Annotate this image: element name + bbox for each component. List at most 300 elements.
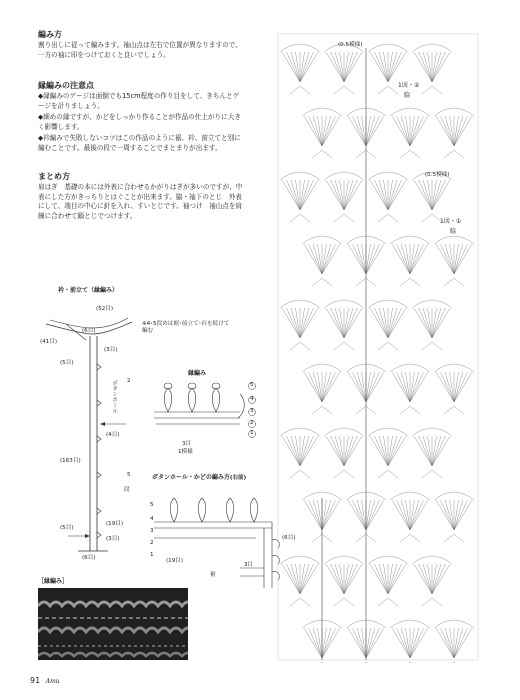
v-stitch — [378, 214, 398, 222]
fan-stitch — [375, 436, 389, 466]
fan-stitch — [454, 372, 468, 402]
edging-diagram-title: 縁編み — [188, 370, 207, 377]
fan-arc — [280, 300, 320, 308]
edging-row-2: 2 — [250, 420, 254, 426]
edging-note-1: ◆縁編みのゲージは面倒でも15cm程度の作り目をして、きちんとゲージを計りましょう。 — [38, 92, 240, 110]
fan-stitch — [432, 564, 441, 594]
edging-fan-2 — [188, 388, 196, 412]
fan-stitch — [379, 180, 388, 210]
fan-stitch — [335, 436, 344, 466]
fan-stitch — [432, 308, 441, 338]
fan-stitch — [366, 116, 380, 146]
fan-arc — [390, 620, 430, 628]
fan-stitch — [375, 564, 389, 594]
fan-stitch — [388, 564, 406, 594]
fan-arc — [368, 428, 408, 436]
fan-stitch — [388, 308, 397, 338]
v-stitch — [378, 598, 398, 606]
fan-stitch — [340, 308, 345, 338]
fan-stitch — [357, 500, 366, 530]
fan-stitch — [344, 564, 362, 594]
v-stitch — [334, 470, 354, 478]
fan-stitch — [432, 564, 437, 594]
fan-stitch — [322, 628, 340, 658]
fan-stitch — [454, 372, 472, 402]
fan-stitch — [392, 372, 410, 402]
fan-stitch — [366, 372, 380, 402]
fan-stitch — [322, 244, 331, 274]
fan-stitch — [322, 372, 327, 402]
fan-stitch — [287, 436, 301, 466]
bh-row-2: 2 — [150, 540, 154, 546]
fan-stitch — [454, 116, 472, 146]
fan-stitch — [388, 180, 397, 210]
fan-stitch — [331, 436, 345, 466]
fan-stitch — [366, 500, 384, 530]
v-stitch — [444, 150, 464, 158]
fan-stitch — [344, 308, 353, 338]
fan-stitch — [454, 628, 459, 658]
corner-fan-2 — [198, 498, 206, 522]
fan-stitch — [419, 436, 433, 466]
knitting-title: 編み方 — [38, 30, 62, 39]
fan-stitch — [388, 308, 406, 338]
fan-stitch — [454, 500, 463, 530]
fan-stitch — [300, 52, 305, 82]
fan-stitch — [282, 180, 300, 210]
fan-stitch — [366, 500, 375, 530]
fan-arc — [390, 108, 430, 116]
fan-stitch — [410, 116, 419, 146]
v-stitch — [400, 406, 420, 414]
fan-stitch — [335, 180, 344, 210]
fan-arc — [412, 428, 452, 436]
v-stitch — [444, 278, 464, 286]
fan-stitch — [450, 500, 455, 530]
fan-stitch — [357, 372, 366, 402]
fan-stitch — [388, 436, 402, 466]
fan-stitch — [450, 372, 455, 402]
fan-stitch — [291, 564, 300, 594]
fan-stitch — [410, 116, 415, 146]
edging-row-5: 5 — [250, 382, 254, 388]
v-stitch — [422, 470, 442, 478]
fan-stitch — [450, 116, 455, 146]
edging-note-3: ◆衿編みで失敗しないコツはこの作品のように裾、衿、前立てと別に編むことです。最後の段で一周することでまとまりが出ます。 — [38, 134, 241, 152]
fan-arc — [368, 556, 408, 564]
fan-stitch — [344, 52, 353, 82]
fan-arc — [390, 492, 430, 500]
fan-stitch — [401, 500, 410, 530]
fan-stitch — [300, 308, 314, 338]
fan-stitch — [370, 52, 388, 82]
fan-stitch — [388, 180, 402, 210]
fan-stitch — [322, 628, 331, 658]
fan-stitch — [357, 628, 366, 658]
fan-stitch — [353, 500, 367, 530]
fan-stitch — [344, 436, 362, 466]
fan-stitch — [410, 244, 424, 274]
buttonhole-label-hem: 裾 — [210, 572, 216, 578]
fan-stitch — [318, 500, 323, 530]
fan-stitch — [335, 308, 344, 338]
fan-stitch — [309, 116, 323, 146]
fan-stitch — [322, 500, 331, 530]
fan-stitch — [432, 564, 450, 594]
bh-row-4: 4 — [150, 516, 154, 522]
chart-label-sleeve-top: (0.5模様) — [338, 42, 363, 48]
corner-fan-4 — [250, 498, 258, 522]
fan-stitch — [428, 180, 433, 210]
fan-stitch — [322, 116, 327, 146]
collar-row2-num: 2 — [127, 378, 131, 384]
fan-stitch — [410, 628, 415, 658]
fan-stitch — [428, 52, 433, 82]
fan-stitch — [441, 372, 455, 402]
fan-stitch — [322, 628, 327, 658]
fan-stitch — [366, 244, 375, 274]
v-stitch — [334, 598, 354, 606]
fan-stitch — [291, 308, 300, 338]
fan-stitch — [348, 372, 366, 402]
fan-stitch — [370, 564, 388, 594]
fan-stitch — [454, 628, 472, 658]
fan-stitch — [304, 628, 322, 658]
fan-stitch — [375, 180, 389, 210]
fan-stitch — [397, 500, 411, 530]
fan-stitch — [445, 500, 454, 530]
fan-stitch — [326, 308, 344, 338]
fan-stitch — [379, 436, 388, 466]
fan-stitch — [344, 52, 358, 82]
fan-stitch — [366, 116, 375, 146]
fan-stitch — [432, 52, 441, 82]
v-stitch — [422, 214, 442, 222]
fan-stitch — [401, 628, 410, 658]
fan-stitch — [410, 372, 424, 402]
fan-stitch — [322, 500, 340, 530]
fan-stitch — [414, 564, 432, 594]
v-stitch — [444, 662, 464, 663]
buttonhole-label-three: 3目 — [244, 562, 254, 568]
fan-stitch — [410, 244, 428, 274]
buttonhole-diagram-title — [152, 474, 246, 482]
fan-stitch — [326, 564, 344, 594]
fan-stitch — [304, 500, 322, 530]
fan-stitch — [384, 180, 389, 210]
fan-stitch — [432, 180, 441, 210]
fan-stitch — [445, 628, 454, 658]
fan-stitch — [313, 628, 322, 658]
fan-stitch — [313, 244, 322, 274]
collar-diagram — [28, 296, 160, 566]
v-stitch — [290, 598, 310, 606]
collar-label-three-low: (3目) — [106, 536, 120, 542]
v-stitch — [290, 342, 310, 350]
fan-stitch — [410, 116, 428, 146]
bh-row-3: 3 — [150, 528, 154, 534]
fan-stitch — [309, 628, 323, 658]
bh-row-1: 1 — [150, 552, 154, 558]
collar-subtitle-text: （縁編み） — [88, 287, 119, 294]
collar-row-unit: 段 — [124, 487, 130, 493]
fan-stitch — [318, 116, 323, 146]
fan-stitch — [432, 564, 446, 594]
fan-stitch — [454, 500, 472, 530]
fan-stitch — [384, 308, 389, 338]
fan-stitch — [366, 628, 380, 658]
fan-stitch — [436, 500, 454, 530]
fan-stitch — [388, 180, 393, 210]
fan-stitch — [432, 436, 450, 466]
fan-arc — [280, 172, 320, 180]
v-stitch — [356, 662, 376, 663]
edging-row-1: 1 — [250, 430, 254, 436]
fan-stitch — [366, 372, 375, 402]
chart-label-fig2: 1図・② — [398, 82, 420, 89]
edging-note-2: ◆細めの縁ですが、かどをしっかり作ることが作品の仕上がりに大きく影響します。 — [38, 113, 241, 131]
edging-fan-3 — [212, 388, 220, 412]
fan-stitch — [344, 564, 353, 594]
fan-stitch — [432, 436, 441, 466]
fan-stitch — [287, 308, 301, 338]
v-stitch — [290, 470, 310, 478]
fan-stitch — [331, 180, 345, 210]
fan-stitch — [344, 180, 353, 210]
fan-stitch — [432, 308, 450, 338]
fan-stitch — [366, 244, 384, 274]
fan-arc — [390, 364, 430, 372]
fan-arc — [434, 492, 474, 500]
v-stitch — [444, 534, 464, 542]
fan-stitch — [322, 372, 336, 402]
fan-stitch — [322, 116, 340, 146]
bh-row-5: 5 — [150, 502, 154, 508]
fan-stitch — [304, 116, 322, 146]
fan-arc — [324, 428, 364, 436]
fan-stitch — [348, 116, 366, 146]
fan-stitch — [432, 436, 446, 466]
fan-stitch — [454, 116, 468, 146]
fan-arc — [368, 172, 408, 180]
fan-stitch — [282, 308, 300, 338]
v-stitch — [312, 662, 332, 663]
collar-row5-num: 5 — [127, 472, 131, 478]
fan-arc — [324, 556, 364, 564]
fan-stitch — [450, 628, 455, 658]
fan-arc — [280, 428, 320, 436]
fan-stitch — [388, 436, 397, 466]
fan-stitch — [432, 52, 446, 82]
corner-fan-1 — [170, 498, 178, 522]
fan-arc — [302, 364, 342, 372]
fan-stitch — [296, 52, 301, 82]
fan-stitch — [423, 180, 432, 210]
fan-stitch — [340, 436, 345, 466]
fan-stitch — [282, 436, 300, 466]
fan-stitch — [445, 244, 454, 274]
fan-stitch — [344, 180, 349, 210]
fan-stitch — [340, 52, 345, 82]
v-stitch — [290, 214, 310, 222]
fan-stitch — [300, 308, 318, 338]
fan-stitch — [388, 436, 406, 466]
fan-stitch — [322, 116, 331, 146]
fan-stitch — [379, 564, 388, 594]
fan-stitch — [406, 500, 411, 530]
fan-stitch — [436, 116, 454, 146]
fan-stitch — [344, 436, 353, 466]
fan-stitch — [366, 628, 384, 658]
fan-stitch — [322, 372, 340, 402]
finishing-body: 肩はぎ 基礎の本には外表に合わせるかがりはぎが多いのですが、中表にした方がきっちりとはぐことが出来ます。脇・袖下のとじ 外表にして、端目の中心に針を入れ、すいとじです。袖つけ 袖山点を肩線に合わせて鎖とじでつけます。 — [38, 183, 243, 220]
fan-stitch — [397, 628, 411, 658]
fan-stitch — [454, 116, 463, 146]
fan-stitch — [335, 52, 344, 82]
fan-stitch — [410, 372, 415, 402]
fan-stitch — [445, 372, 454, 402]
chart-label-fig2-sub: 脇 — [404, 92, 411, 99]
fan-stitch — [454, 372, 463, 402]
collar-label-big: (163目) — [60, 458, 81, 464]
fan-stitch — [410, 372, 419, 402]
fan-stitch — [445, 116, 454, 146]
fan-stitch — [344, 564, 349, 594]
fan-stitch — [410, 628, 428, 658]
fan-stitch — [318, 372, 323, 402]
v-stitch — [400, 278, 420, 286]
brand-name: Amu — [45, 678, 60, 685]
fan-stitch — [353, 116, 367, 146]
fan-stitch — [309, 244, 323, 274]
fan-stitch — [432, 308, 446, 338]
collar-label-five-b: (5目) — [60, 525, 74, 531]
fan-stitch — [454, 500, 459, 530]
collar-label-five-a: (5目) — [60, 360, 74, 366]
fan-stitch — [296, 180, 301, 210]
fan-stitch — [291, 436, 300, 466]
fan-stitch — [410, 500, 419, 530]
fan-stitch — [362, 628, 367, 658]
fan-stitch — [410, 244, 419, 274]
fan-stitch — [388, 564, 402, 594]
fan-stitch — [322, 628, 336, 658]
fan-stitch — [322, 244, 336, 274]
fan-arc — [434, 620, 474, 628]
fan-stitch — [441, 244, 455, 274]
fan-arc — [368, 300, 408, 308]
fan-stitch — [410, 500, 424, 530]
fan-stitch — [322, 244, 340, 274]
fan-stitch — [392, 500, 410, 530]
edging-repeat-label: 1模様 — [178, 449, 193, 455]
fan-stitch — [436, 628, 454, 658]
v-stitch — [312, 278, 332, 286]
fan-stitch — [348, 500, 366, 530]
fan-stitch — [454, 628, 468, 658]
fan-stitch — [397, 372, 411, 402]
fan-stitch — [392, 628, 410, 658]
photo-caption: ［縁編み］ — [38, 578, 69, 585]
chart-label-fig1: 1図・① — [440, 218, 462, 225]
fan-stitch — [296, 308, 301, 338]
fan-stitch — [375, 52, 389, 82]
edging-fan-1 — [164, 388, 172, 412]
fan-stitch — [388, 52, 393, 82]
fan-stitch — [366, 372, 384, 402]
fan-stitch — [414, 52, 432, 82]
fan-stitch — [344, 436, 358, 466]
fan-stitch — [344, 308, 349, 338]
fan-stitch — [370, 308, 388, 338]
collar-note: ※4･5段めは裾･前立て･衿を続けて編む — [142, 321, 230, 334]
fan-stitch — [410, 628, 419, 658]
v-stitch — [334, 214, 354, 222]
fan-stitch — [322, 116, 336, 146]
fan-stitch — [419, 180, 433, 210]
fan-stitch — [410, 500, 428, 530]
fan-stitch — [450, 244, 455, 274]
fan-stitch — [366, 628, 375, 658]
buttonhole-title-text: ボタンホール・かどの編み方 — [152, 474, 230, 481]
fan-stitch — [388, 52, 402, 82]
fan-stitch — [366, 500, 371, 530]
fan-arc — [302, 236, 342, 244]
fan-stitch — [392, 116, 410, 146]
fan-stitch — [392, 244, 410, 274]
fan-stitch — [423, 308, 432, 338]
fan-stitch — [304, 244, 322, 274]
chart-label-fig1-sub: 脇 — [450, 228, 457, 235]
fan-stitch — [340, 180, 345, 210]
fan-stitch — [362, 372, 367, 402]
fan-stitch — [362, 500, 367, 530]
fan-stitch — [388, 308, 402, 338]
fan-stitch — [300, 180, 318, 210]
fan-stitch — [366, 116, 371, 146]
fan-stitch — [353, 372, 367, 402]
fan-stitch — [432, 180, 450, 210]
collar-title-text: 衿・前立て — [58, 287, 89, 294]
fan-stitch — [296, 436, 301, 466]
fan-stitch — [410, 372, 428, 402]
fan-stitch — [388, 308, 393, 338]
fan-stitch — [309, 372, 323, 402]
fan-stitch — [379, 308, 388, 338]
fan-stitch — [410, 628, 424, 658]
fan-stitch — [436, 244, 454, 274]
collar-label-top: (52目) — [96, 306, 114, 312]
fan-stitch — [326, 180, 344, 210]
buttonhole-label-six: (6目) — [282, 535, 296, 541]
fan-stitch — [344, 308, 362, 338]
edging-repeat-count: 3目 — [182, 441, 192, 447]
page-footer — [30, 676, 60, 685]
buttonhole-vertical-label: ボタンホール — [111, 380, 117, 414]
fan-stitch — [370, 180, 388, 210]
fan-stitch — [344, 180, 358, 210]
fan-stitch — [300, 564, 318, 594]
fan-stitch — [300, 180, 314, 210]
fan-stitch — [414, 436, 432, 466]
collar-label-four: (4目) — [106, 432, 120, 438]
fan-arc — [412, 300, 452, 308]
fan-stitch — [388, 436, 393, 466]
fan-stitch — [419, 52, 433, 82]
fan-stitch — [397, 244, 411, 274]
fan-stitch — [344, 52, 362, 82]
fan-stitch — [287, 52, 301, 82]
